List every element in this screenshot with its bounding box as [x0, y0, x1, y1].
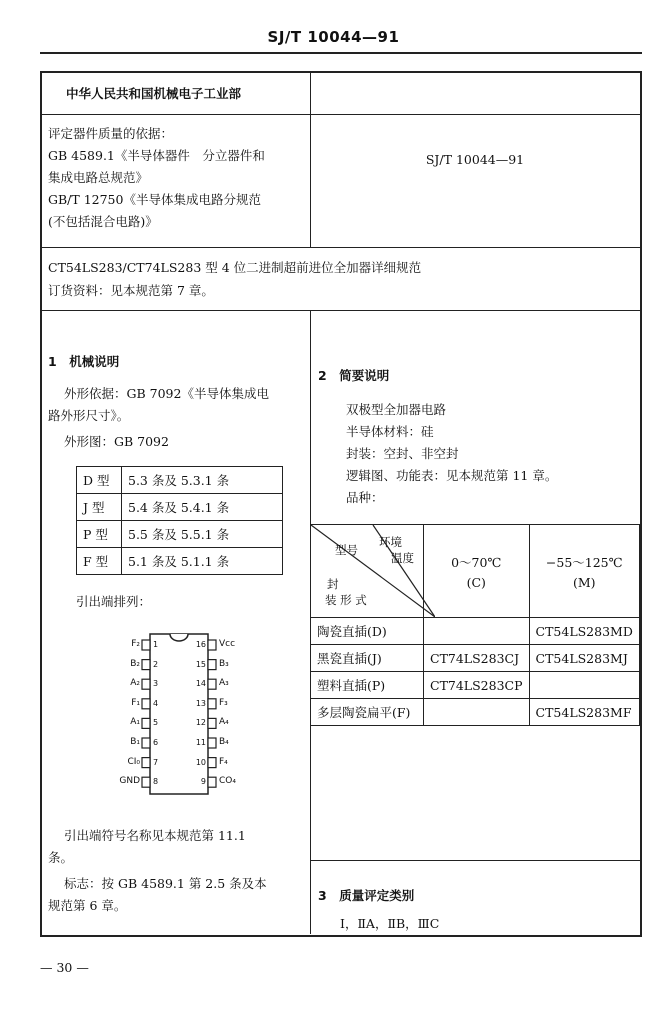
pin-box-right	[208, 660, 216, 670]
pin-box-left	[142, 758, 150, 768]
corner-env: 环境	[379, 535, 402, 549]
pin-box-left	[142, 699, 150, 709]
pin-number-left: 5	[153, 718, 159, 728]
outline-row	[77, 548, 283, 575]
pin-name-left: F₁	[131, 697, 140, 708]
pin-number-left: 8	[153, 777, 159, 787]
variety-package: 黑瓷直插(J)	[311, 645, 424, 672]
brief-line-1: 双极型全加器电路	[346, 402, 447, 417]
right-section-divider	[310, 860, 640, 861]
pin-number-right: 16	[195, 640, 206, 649]
pin-name-left: B₂	[130, 658, 140, 669]
variety-c: CT74LS283CJ	[424, 645, 530, 672]
dip16-outline	[90, 630, 280, 800]
quality-classes: Ⅰ，ⅡA，ⅡB，ⅢC	[340, 916, 440, 931]
pin-number-left: 3	[153, 679, 159, 689]
pin-box-right	[208, 777, 216, 787]
variety-row	[311, 645, 640, 672]
pin-box-left	[142, 738, 150, 748]
basis-title: 评定器件质量的依据：	[48, 126, 174, 141]
pin-symbol-note-line-1: 引出端符号名称见本规范第 11.1	[64, 828, 246, 843]
pin-box-right	[208, 718, 216, 728]
variety-m: CT54LS283MJ	[529, 645, 639, 672]
pin-number-right: 14	[195, 679, 206, 689]
row-divider-1	[40, 114, 640, 115]
order-info: 订货资料：见本规范第 7 章。	[48, 283, 214, 298]
pin-box-left	[142, 777, 150, 787]
variety-c	[424, 618, 530, 645]
pin-symbol-note-line-2: 条。	[48, 850, 74, 865]
pin-name-left: CI₀	[127, 756, 140, 767]
row-divider-2	[40, 247, 640, 248]
temp-col-m	[529, 525, 639, 618]
table-corner-cell	[311, 525, 424, 618]
variety-header-row	[311, 525, 640, 618]
pin-number-left: 4	[153, 698, 159, 708]
row-divider-3	[40, 310, 640, 311]
variety-package: 塑料直插(P)	[311, 672, 424, 699]
variety-m: CT54LS283MF	[529, 699, 639, 726]
col-c-code: (C)	[466, 574, 486, 590]
outline-clause: 5.1 条及 5.1.1 条	[122, 548, 283, 575]
pin-name-right: Vcc	[219, 639, 236, 649]
variety-package: 多层陶瓷扁平(F)	[311, 699, 424, 726]
pin-number-right: 12	[195, 718, 206, 728]
pin-name-right: F₃	[219, 697, 228, 708]
spec-title: CT54LS283/CT74LS283 型 4 位二进制超前进位全加器详细规范	[48, 260, 422, 275]
basis-line-2: 集成电路总规范》	[48, 170, 149, 185]
corner-model: 型号	[335, 543, 358, 557]
pin-box-right	[208, 738, 216, 748]
pin-number-right: 9	[200, 777, 206, 787]
basis-line-1: GB 4589.1《半导体器件 分立器件和	[48, 148, 265, 163]
pin-diagram	[90, 630, 280, 800]
variety-m	[529, 672, 639, 699]
outline-figure: 外形图：GB 7092	[64, 434, 169, 449]
variety-table	[310, 524, 640, 726]
col-m-range: −55～125℃	[545, 554, 623, 570]
variety-row	[311, 672, 640, 699]
pin-number-left: 6	[153, 738, 159, 747]
pin-name-left: A₂	[130, 678, 140, 689]
doc-number-header: SJ/T 10044—91	[267, 28, 400, 46]
pin-number-right: 13	[195, 698, 206, 708]
section3-heading: 3 质量评定类别	[318, 888, 415, 903]
pin-arrangement-label: 引出端排列：	[76, 594, 152, 609]
variety-m: CT54LS283MD	[529, 618, 639, 645]
pin-name-right: B₄	[219, 737, 229, 747]
basis-line-4: (不包括混合电路)》	[48, 214, 158, 229]
outline-clause: 5.4 条及 5.4.1 条	[122, 494, 283, 521]
spec-number: SJ/T 10044—91	[425, 152, 525, 167]
pin-box-right	[208, 758, 216, 768]
pin-name-right: CO₄	[219, 776, 236, 787]
pin-name-left: GND	[119, 776, 140, 787]
variety-c	[424, 699, 530, 726]
variety-row	[311, 699, 640, 726]
pin-number-left: 2	[153, 659, 159, 669]
marking-line-2: 规范第 6 章。	[48, 898, 127, 913]
pin-name-right: A₄	[219, 717, 229, 728]
ministry-name: 中华人民共和国机械电子工业部	[66, 86, 242, 101]
pin-number-right: 15	[195, 659, 206, 669]
basis-line-3: GB/T 12750《半导体集成电路分规范	[48, 192, 261, 207]
outline-type: J 型	[77, 494, 122, 521]
variety-row	[311, 618, 640, 645]
pin-box-right	[208, 640, 216, 650]
col-c-range: 0～70℃	[451, 554, 502, 570]
pin-box-left	[142, 660, 150, 670]
pin-box-right	[208, 679, 216, 689]
col-m-code: (M)	[572, 574, 596, 590]
pin-name-left: A₁	[130, 717, 140, 728]
outline-row	[77, 467, 283, 494]
pin-box-left	[142, 679, 150, 689]
brief-line-3: 封装：空封、非空封	[346, 446, 459, 461]
corner-temp: 温度	[391, 551, 414, 565]
pin-number-left: 7	[153, 757, 159, 767]
corner-pkg-type: 装 形 式	[325, 593, 367, 607]
pin-box-right	[208, 699, 216, 709]
outline-clause: 5.5 条及 5.5.1 条	[122, 521, 283, 548]
marking-line-1: 标志：按 GB 4589.1 第 2.5 条及本	[64, 876, 267, 891]
variety-c: CT74LS283CP	[424, 672, 530, 699]
pin-box-left	[142, 640, 150, 650]
page-number: — 30 —	[40, 960, 89, 975]
outline-type: F 型	[77, 548, 122, 575]
section1-heading: 1 机械说明	[48, 354, 120, 369]
brief-line-4: 逻辑图、功能表：见本规范第 11 章。	[346, 468, 558, 483]
corner-pkg: 封	[327, 577, 339, 591]
variety-package: 陶瓷直插(D)	[311, 618, 424, 645]
brief-line-2: 半导体材料：硅	[346, 424, 434, 439]
header-rule	[40, 52, 642, 54]
outline-table	[76, 466, 283, 575]
pin-number-left: 1	[153, 640, 159, 649]
pin-name-right: B₃	[219, 658, 229, 669]
outline-row	[77, 494, 283, 521]
pin-name-right: F₄	[219, 756, 228, 767]
pin-number-right: 10	[195, 757, 206, 767]
outline-clause: 5.3 条及 5.3.1 条	[122, 467, 283, 494]
pin-name-right: A₃	[219, 678, 229, 689]
brief-line-5: 品种：	[346, 490, 384, 505]
pin-name-left: B₁	[130, 737, 140, 747]
outline-type: P 型	[77, 521, 122, 548]
outline-basis-line-2: 路外形尺寸》。	[48, 408, 130, 423]
pin-name-left: F₂	[131, 639, 140, 649]
pin-box-left	[142, 718, 150, 728]
outline-row	[77, 521, 283, 548]
pin-number-right: 11	[195, 738, 206, 747]
temp-col-c	[424, 525, 530, 618]
outline-type: D 型	[77, 467, 122, 494]
outline-basis-line-1: 外形依据：GB 7092《半导体集成电	[64, 386, 269, 401]
section2-heading: 2 简要说明	[318, 368, 390, 383]
